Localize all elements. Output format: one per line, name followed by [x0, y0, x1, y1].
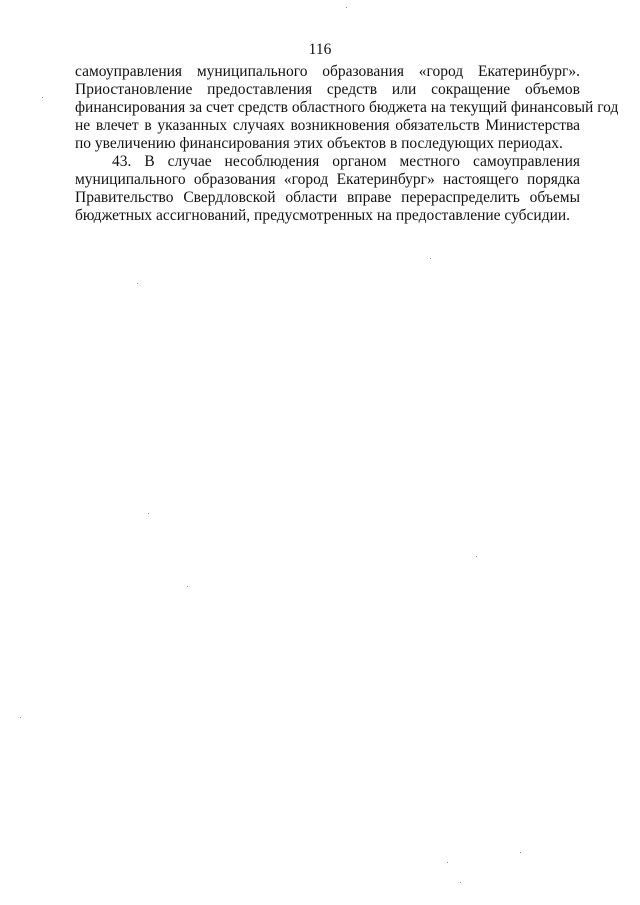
paragraph-first-line: 43. В случае несоблюдения органом местного самоуправления	[112, 153, 580, 170]
text-line: Правительство Свердловской области вправе перераспределить объемы	[75, 189, 580, 206]
scan-speck	[447, 862, 448, 863]
scan-speck	[137, 283, 138, 284]
scan-speck	[20, 717, 21, 718]
page-number: 116	[308, 41, 332, 58]
scan-speck	[476, 556, 477, 557]
scan-speck	[520, 852, 521, 853]
text-line: самоуправления муниципального образования «город Екатеринбург».	[75, 63, 580, 80]
scan-speck	[430, 258, 431, 259]
text-line: по увеличению финансирования этих объектов в последующих периодах.	[75, 135, 563, 152]
scan-speck	[148, 513, 149, 514]
scan-speck	[346, 7, 347, 8]
scan-speck	[460, 882, 461, 883]
text-line: Приостановление предоставления средств или сокращение объемов	[75, 81, 580, 98]
text-line: бюджетных ассигнований, предусмотренных на предоставление субсидии.	[75, 207, 571, 224]
scan-speck	[187, 586, 188, 587]
text-line: не влечет в указанных случаях возникновения обязательств Министерства	[75, 117, 580, 134]
scan-speck	[42, 97, 43, 98]
text-line: финансирования за счет средств областного бюджета на текущий финансовый год	[75, 99, 619, 116]
text-line: муниципального образования «город Екатеринбург» настоящего порядка	[75, 171, 580, 188]
